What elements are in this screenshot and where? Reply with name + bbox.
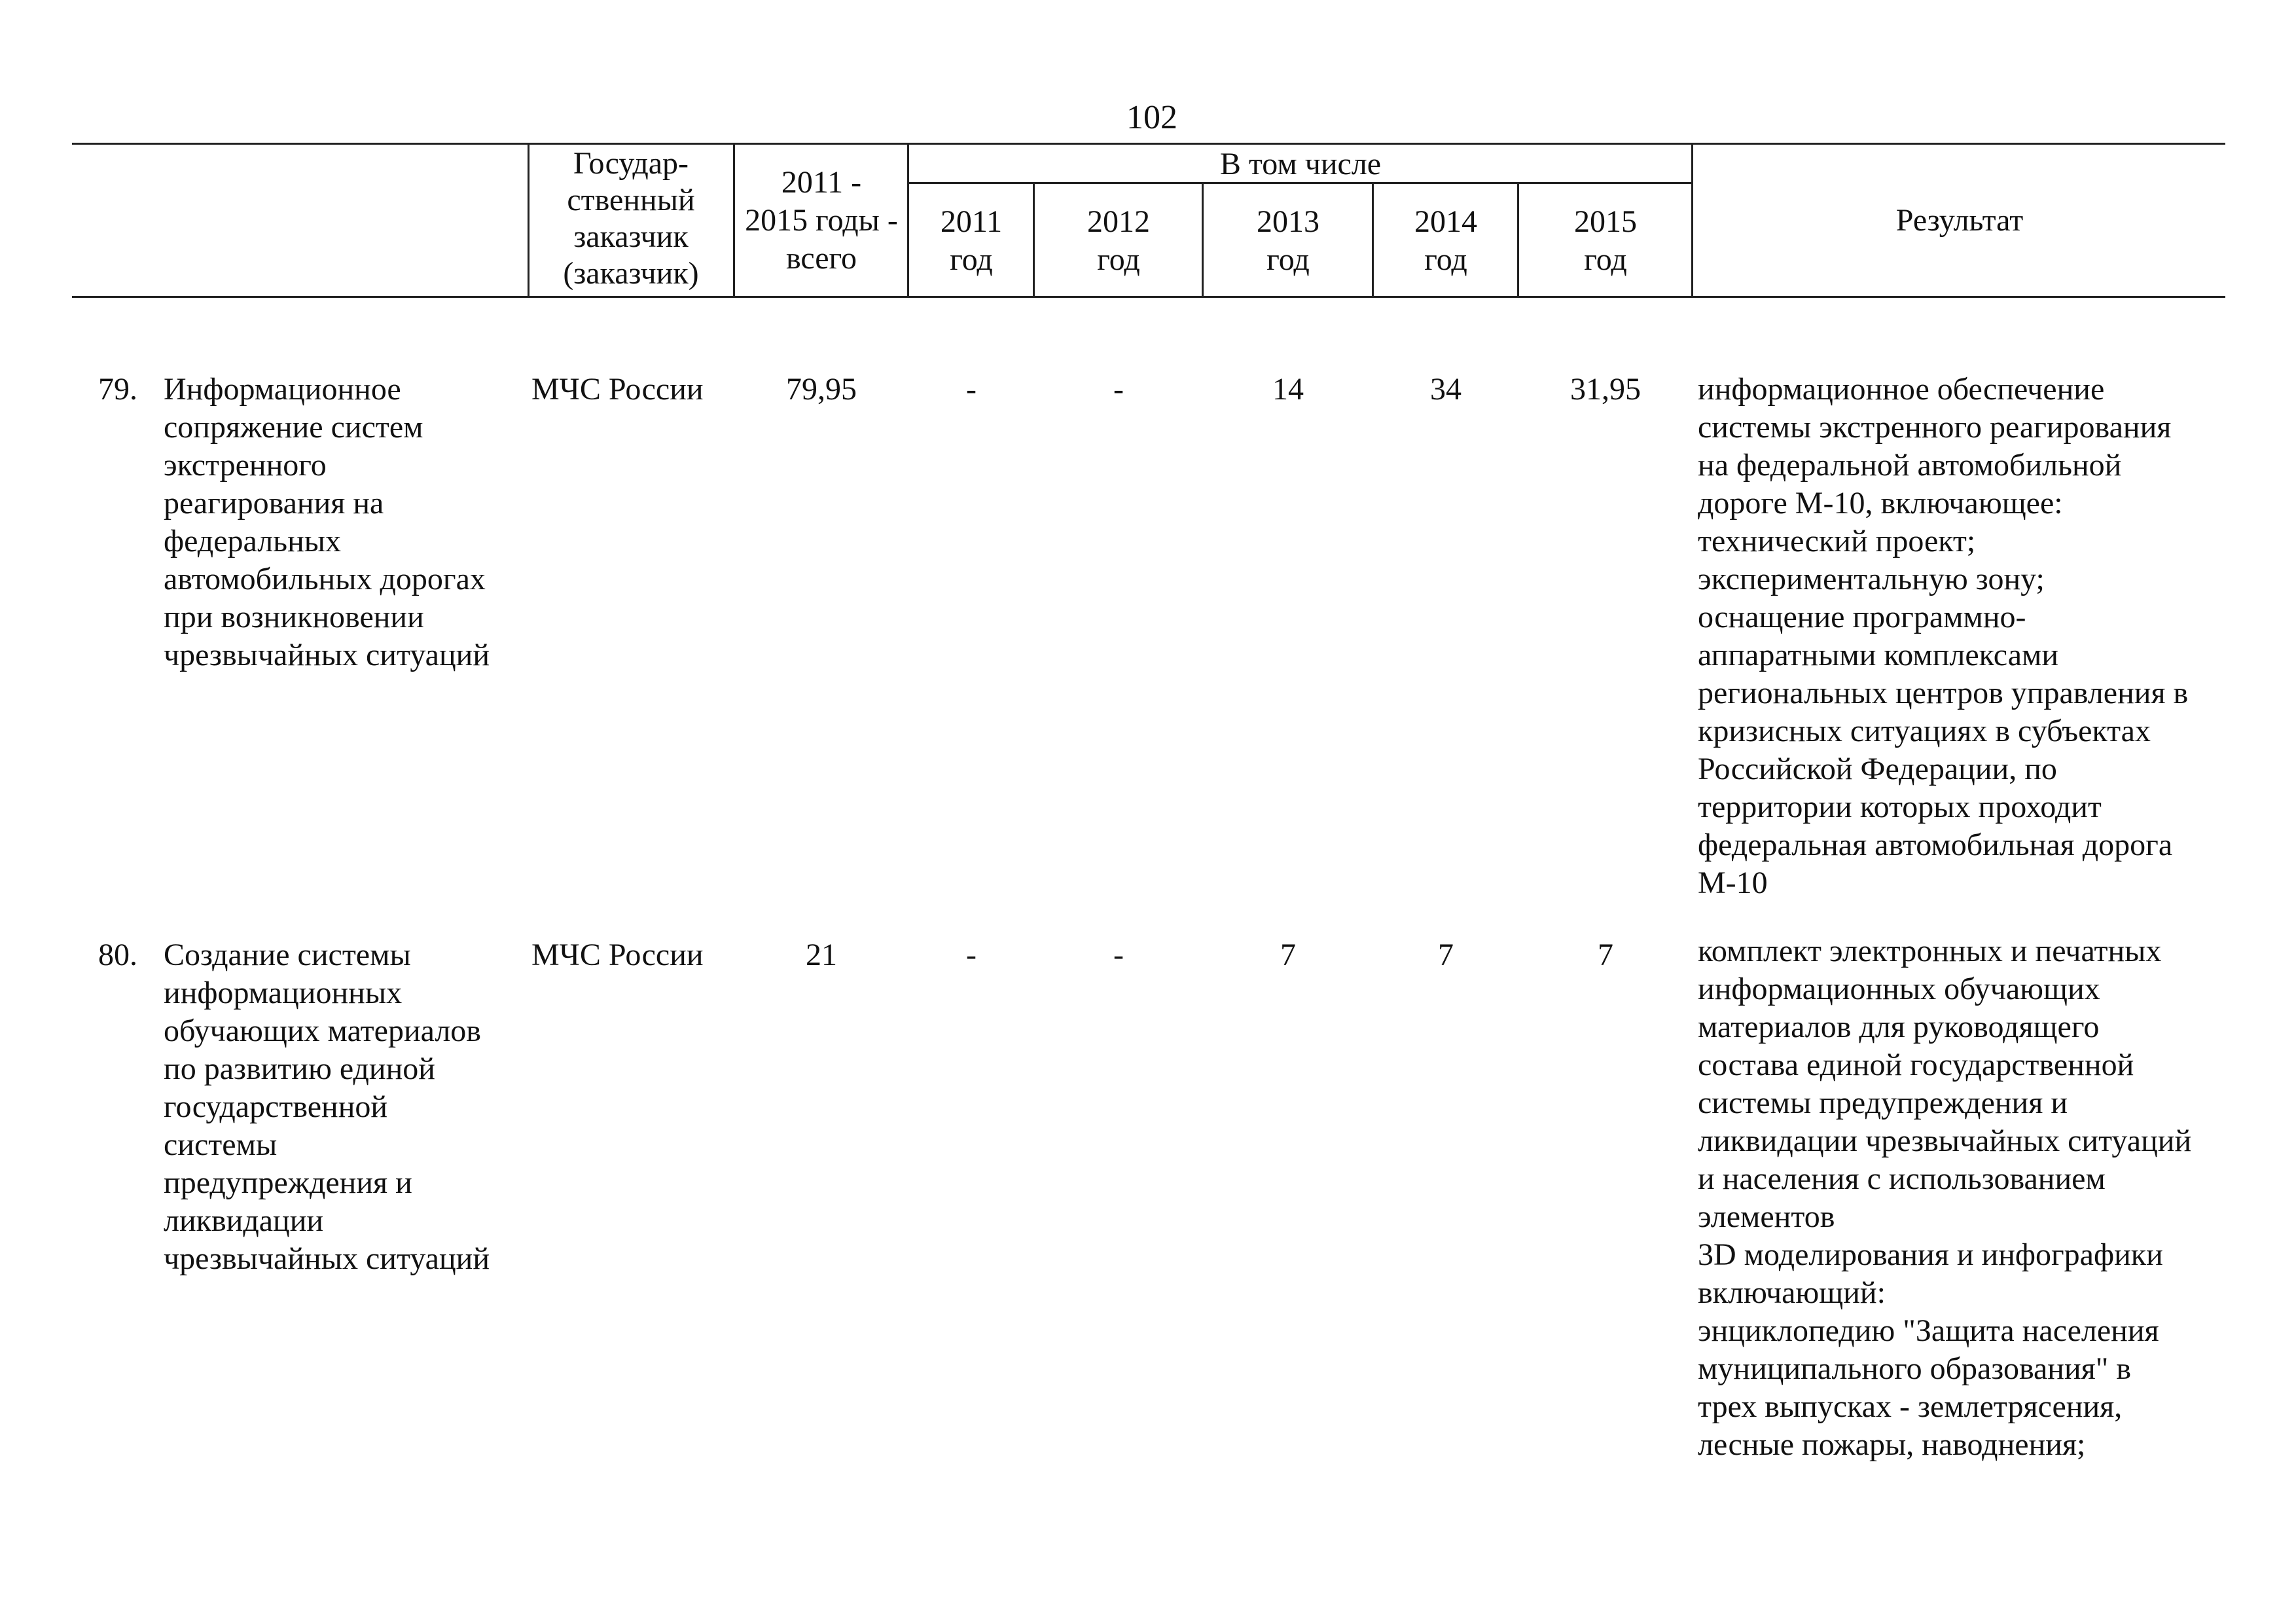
header-total: 2011 - 2015 годы - всего: [745, 165, 898, 276]
row-number: 79.: [98, 372, 137, 407]
row-2012: -: [1113, 372, 1124, 407]
col-divider: [1691, 143, 1693, 297]
page-number: 102: [1126, 99, 1177, 136]
col-divider: [1372, 183, 1374, 297]
row-2013: 7: [1280, 938, 1296, 972]
header-customer: Государ- ственный заказчик (заказчик): [563, 146, 699, 291]
col-divider: [1517, 183, 1519, 297]
row-customer: МЧС России: [531, 938, 704, 972]
row-name: Информационное сопряжение систем экстренного реагирования на федеральных автомобильных дорогах при возникновении чрезвычайных ситуаций: [164, 372, 490, 672]
row-2011: -: [966, 938, 977, 972]
row-total: 79,95: [786, 372, 857, 407]
row-result: комплект электронных и печатных информационных обучающих материалов для руководящего состава единой государственной системы предупреждения и ликвидации чрезвычайных ситуаций и населения с использованием элементов 3D моделирования и инфографики включающий: энциклопедию "Защита населения муниципального образования" в трех выпусках - землетрясения, лесные пожары, наводнения;: [1698, 934, 2192, 1462]
row-2011: -: [966, 372, 977, 407]
row-2012: -: [1113, 938, 1124, 972]
row-result: информационное обеспечение системы экстренного реагирования на федеральной автомобильной дороге М-10, включающее: технический проект; экспериментальную зону; оснащение программно- аппаратными комплексами региональных центров управления в кризисных ситуациях в субъектах Российской Федерации, по территории которых проходит федеральная автомобильная дорога М-10: [1698, 372, 2189, 900]
col-divider: [1033, 183, 1035, 297]
row-2014: 34: [1430, 372, 1462, 407]
header-including: В том числе: [1219, 147, 1382, 181]
col-divider: [528, 143, 529, 297]
col-divider: [907, 143, 909, 297]
col-divider: [733, 143, 735, 297]
header-year-2011: 2011 год: [940, 204, 1003, 277]
row-name: Создание системы информационных обучающих материалов по развитию единой государственной системы предупреждения и ликвидации чрезвычайных ситуаций: [164, 938, 490, 1276]
header-year-2014: 2014 год: [1414, 204, 1477, 277]
row-2014: 7: [1438, 938, 1454, 972]
header-result: Результат: [1895, 203, 2024, 238]
row-number: 80.: [98, 938, 137, 972]
col-divider: [1202, 183, 1204, 297]
header-year-2012: 2012 год: [1087, 204, 1150, 277]
header-bottom-rule: [72, 296, 2225, 298]
row-customer: МЧС России: [531, 372, 704, 407]
row-2013: 14: [1272, 372, 1304, 407]
header-year-2015: 2015 год: [1574, 204, 1637, 277]
row-2015: 7: [1598, 938, 1613, 972]
row-total: 21: [806, 938, 837, 972]
header-top-rule: [72, 143, 2225, 145]
row-2015: 31,95: [1570, 372, 1641, 407]
header-year-2013: 2013 год: [1257, 204, 1319, 277]
